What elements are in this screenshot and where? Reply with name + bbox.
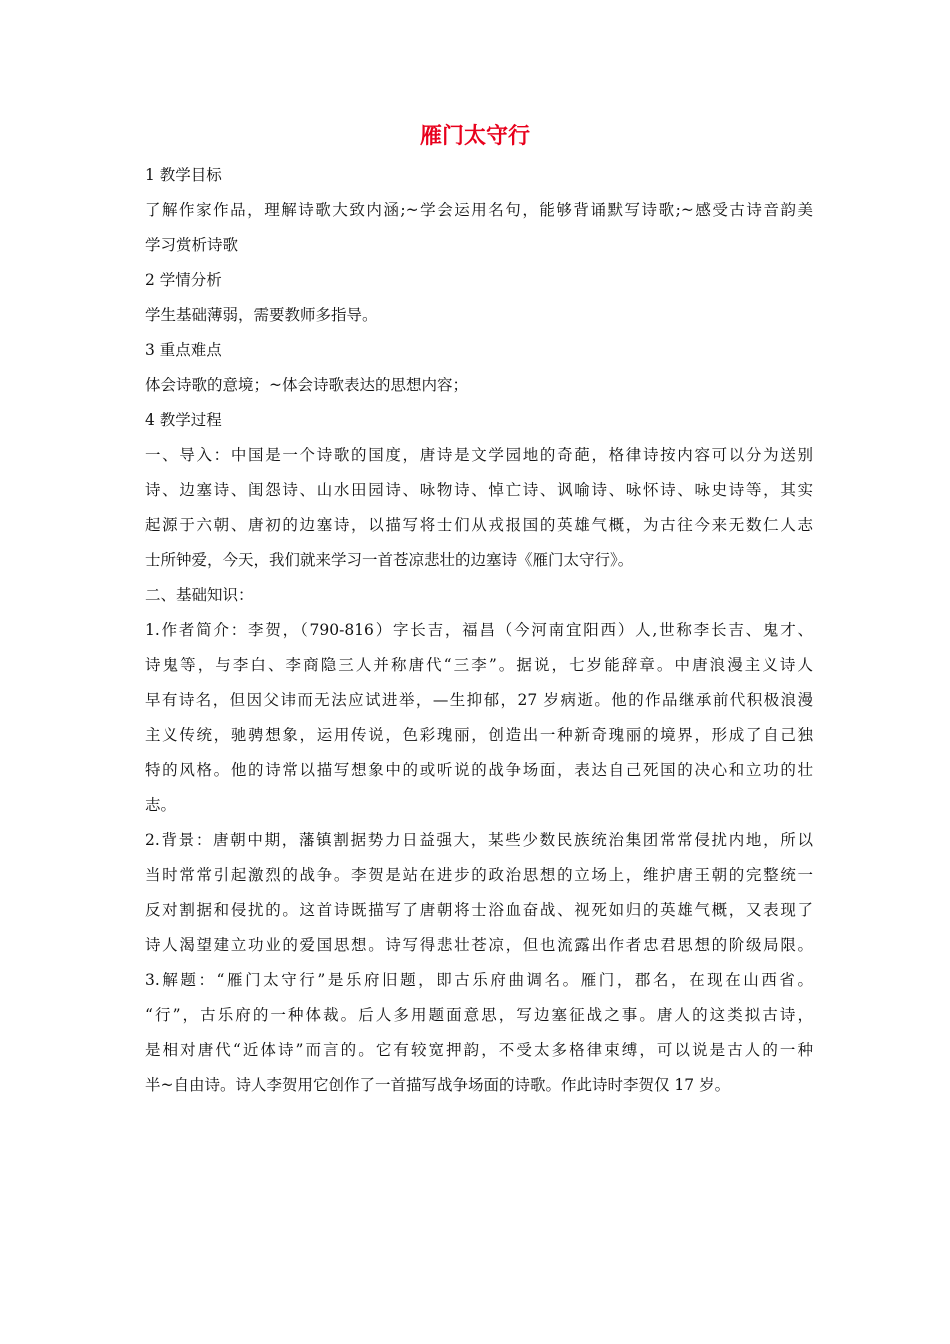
body-line: 早有诗名，但因父讳而无法应试进举，—生抑郁，27 岁病逝。他的作品继承前代积极浪漫 [145, 691, 813, 709]
body-line: 3.解题：“雁门太守行”是乐府旧题，即古乐府曲调名。雁门，郡名，在现在山西省。 [145, 971, 813, 989]
body-line: 是相对唐代“近体诗”而言的。它有较宽押韵，不受太多格律束缚，可以说是古人的一种 [145, 1041, 813, 1059]
body-line: 主义传统，驰骋想象，运用传说，色彩瑰丽，创造出一种新奇瑰丽的境界，形成了自己独 [145, 726, 813, 744]
document-body [145, 158, 813, 1103]
document-title: 雁门太守行 [419, 124, 530, 149]
body-line: 1.作者简介：李贺，（790-816）字长吉，福昌（今河南宜阳西）人,世称李长吉、鬼才、 [145, 621, 813, 639]
body-line: 二、基础知识： [145, 586, 254, 604]
body-line: 学习赏析诗歌 [145, 236, 239, 254]
body-line: 2 学情分析 [145, 271, 222, 289]
body-line: 反对割据和侵扰的。这首诗既描写了唐朝将士浴血奋战、视死如归的英雄气概，又表现了 [145, 901, 813, 919]
body-line: 士所钟爱，今天，我们就来学习一首苍凉悲壮的边塞诗《雁门太守行》。 [145, 551, 634, 569]
body-line: 2.背景：唐朝中期，藩镇割据势力日益强大，某些少数民族统治集团常常侵扰内地，所以 [145, 831, 813, 849]
body-line: 1 教学目标 [145, 166, 222, 184]
body-line: 3 重点难点 [145, 341, 222, 359]
body-line: 诗、边塞诗、闺怨诗、山水田园诗、咏物诗、悼亡诗、讽喻诗、咏怀诗、咏史诗等，其实 [145, 481, 813, 499]
body-line: 诗鬼等，与李白、李商隐三人并称唐代“三李”。据说，七岁能辞章。中唐浪漫主义诗人 [145, 656, 813, 674]
body-line: 特的风格。他的诗常以描写想象中的或听说的战争场面，表达自己死国的决心和立功的壮 [145, 761, 813, 779]
body-line: 学生基础薄弱，需要教师多指导。 [145, 306, 378, 324]
body-line: 半~自由诗。诗人李贺用它创作了一首描写战争场面的诗歌。作此诗时李贺仅 17 岁。 [145, 1076, 731, 1094]
body-line: 志。 [145, 796, 177, 814]
body-line: “行”，古乐府的一种体裁。后人多用题面意思，写边塞征战之事。唐人的这类拟古诗， [145, 1006, 813, 1024]
body-line: 4 教学过程 [145, 411, 222, 429]
body-line: 诗人渴望建立功业的爱国思想。诗写得悲壮苍凉，但也流露出作者忠君思想的阶级局限。 [145, 936, 813, 954]
body-line: 体会诗歌的意境；~体会诗歌表达的思想内容； [145, 376, 468, 394]
body-line: 一、导入：中国是一个诗歌的国度，唐诗是文学园地的奇葩，格律诗按内容可以分为送别 [145, 446, 813, 464]
body-line: 了解作家作品，理解诗歌大致内涵;~学会运用名句，能够背诵默写诗歌;~感受古诗音韵美 [145, 201, 813, 219]
body-line: 当时常常引起激烈的战争。李贺是站在进步的政治思想的立场上，维护唐王朝的完整统一 [145, 866, 813, 884]
body-line: 起源于六朝、唐初的边塞诗，以描写将士们从戎报国的英雄气概，为古往今来无数仁人志 [145, 516, 813, 534]
